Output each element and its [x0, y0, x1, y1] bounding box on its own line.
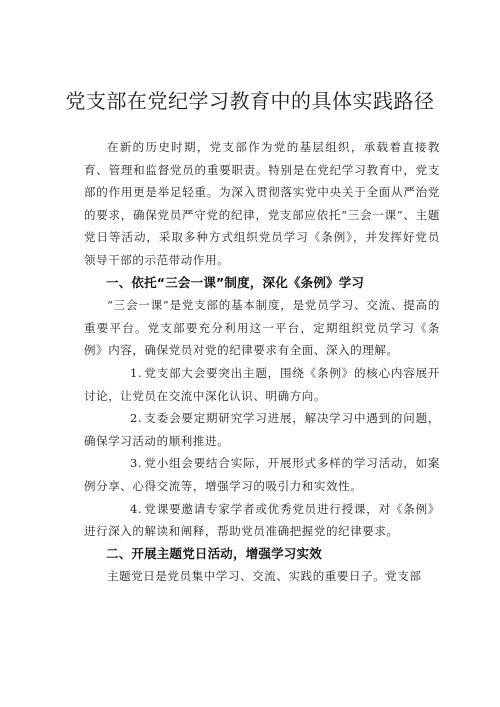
list-item-number: 3.	[130, 456, 143, 471]
section-paragraph: “三会一课”是党支部的基本制度，是党员学习、交流、提高的重要平台。党支部要充分利用这一平台，定期组织党员学习《条例》内容，确保党员对党的纪律要求有全面、深入的理解。	[84, 298, 440, 358]
list-item-text: 党支部大会要突出主题，围绕《条例》的核心内容展开讨论，让党员在交流中深化认识、明确方向。	[84, 365, 440, 403]
list-item-number: 1.	[130, 365, 143, 380]
section-heading: 二、开展主题党日活动，增强学习实效	[106, 545, 322, 561]
section-heading: 一、依托“三会一课”制度，深化《条例》学习	[106, 274, 365, 290]
list-item-number: 4.	[130, 501, 143, 516]
intro-paragraph: 在新的历史时期，党支部作为党的基层组织，承载着直接教育、管理和监督党员的重要职责。特别是在党纪学习教育中，党支部的作用更是举足轻重。为深入贯彻落实党中央关于全面从严治党的要求，确保党员严守党的纪律，党支部应依托“三会一课”、主题党日等活动，采取多种方式组织党员学习《条例》，并发挥好党员领导干部的示范带动作用。	[84, 140, 440, 267]
list-item	[84, 452, 440, 497]
list-item	[84, 362, 440, 407]
list-item	[84, 498, 440, 543]
list-item-number: 2.	[130, 411, 143, 426]
document-title: 党支部在党纪学习教育中的具体实践路径	[65, 89, 435, 113]
list-item	[84, 407, 440, 452]
list-item-text: 支委会要定期研究学习进展，解决学习中遇到的问题，确保学习活动的顺利推进。	[84, 411, 440, 448]
section-paragraph: 主题党日是党员集中学习、交流、实践的重要日子。党支部	[107, 569, 422, 584]
list-item-text: 党小组会要结合实际，开展形式多样的学习活动，如案例分享、心得交流等，增强学习的吸引力和实效性。	[84, 456, 440, 493]
list-item-text: 党课要邀请专家学者或优秀党员进行授课，对《条例》进行深入的解读和阐释，帮助党员准确把握党的纪律要求。	[84, 501, 440, 539]
document-body	[84, 136, 440, 588]
